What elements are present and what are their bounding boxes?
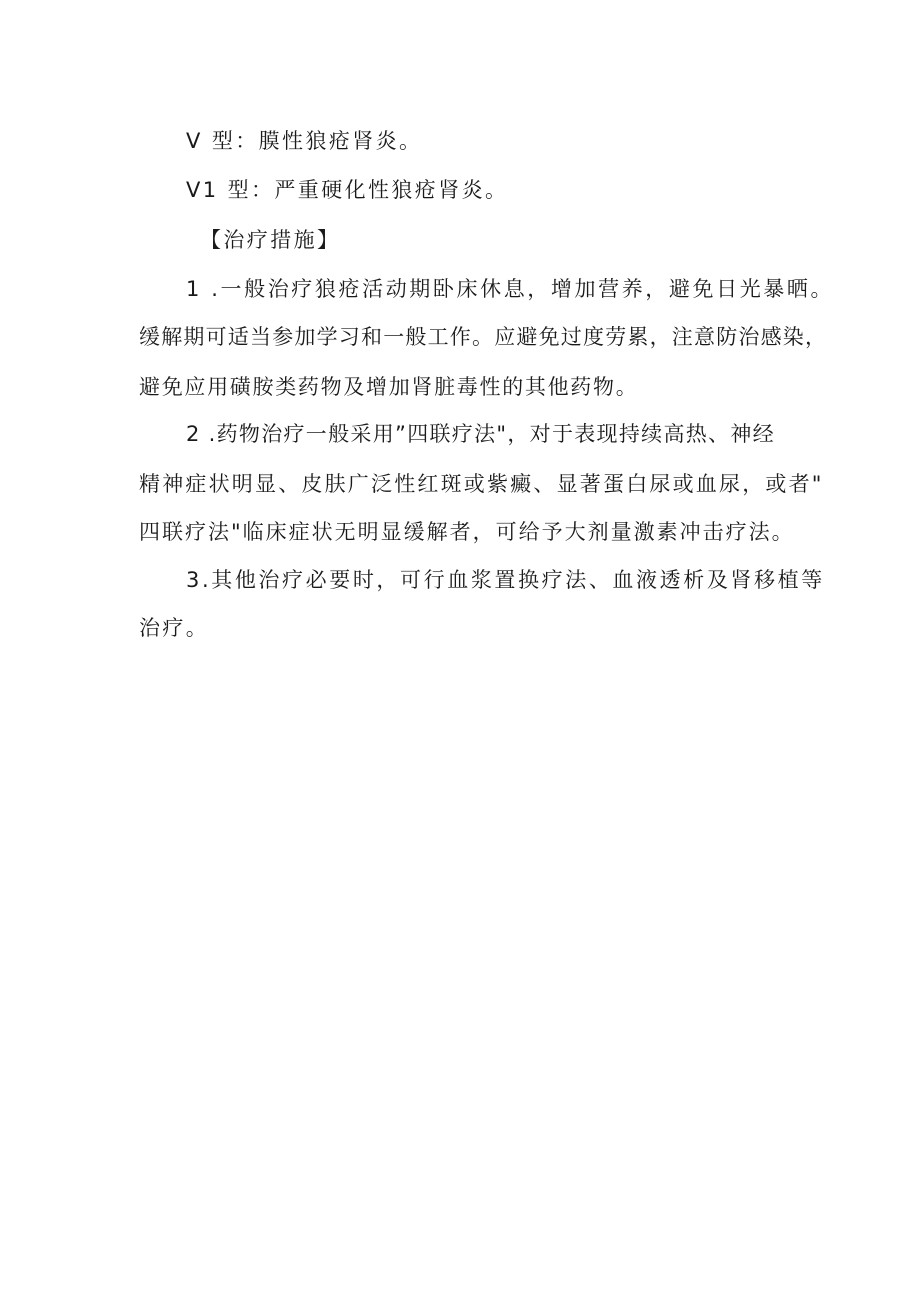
type-v-line: V 型：膜性狼疮肾炎。 bbox=[186, 129, 423, 153]
treatment-2-line-2: 精神症状明显、皮肤广泛性红斑或紫癜、显著蛋白尿或血尿，或者" bbox=[139, 472, 824, 496]
treatment-1-line-2: 缓解期可适当参加学习和一般工作。应避免过度劳累，注意防治感染， bbox=[139, 325, 828, 349]
treatment-2-line-3: 四联疗法"临床症状无明显缓解者，可给予大剂量激素冲击疗法。 bbox=[139, 520, 795, 544]
section-heading-treatment: 【治疗措施】 bbox=[200, 228, 341, 252]
treatment-2-line-1: 2 .药物治疗一般采用”四联疗法"，对于表现持续高热、神经 bbox=[186, 422, 775, 446]
type-vi-line: V1 型：严重硬化性狼疮肾炎。 bbox=[186, 178, 509, 202]
treatment-1-line-1: 1 .一般治疗狼疮活动期卧床休息，增加营养，避免日光暴晒。 bbox=[186, 277, 835, 301]
treatment-3-line-1: 3.其他治疗必要时，可行血浆置换疗法、血液透析及肾移植等 bbox=[186, 568, 825, 592]
treatment-3-line-2: 治疗。 bbox=[139, 616, 210, 640]
treatment-1-line-3: 避免应用磺胺类药物及增加肾脏毒性的其他药物。 bbox=[139, 375, 639, 399]
